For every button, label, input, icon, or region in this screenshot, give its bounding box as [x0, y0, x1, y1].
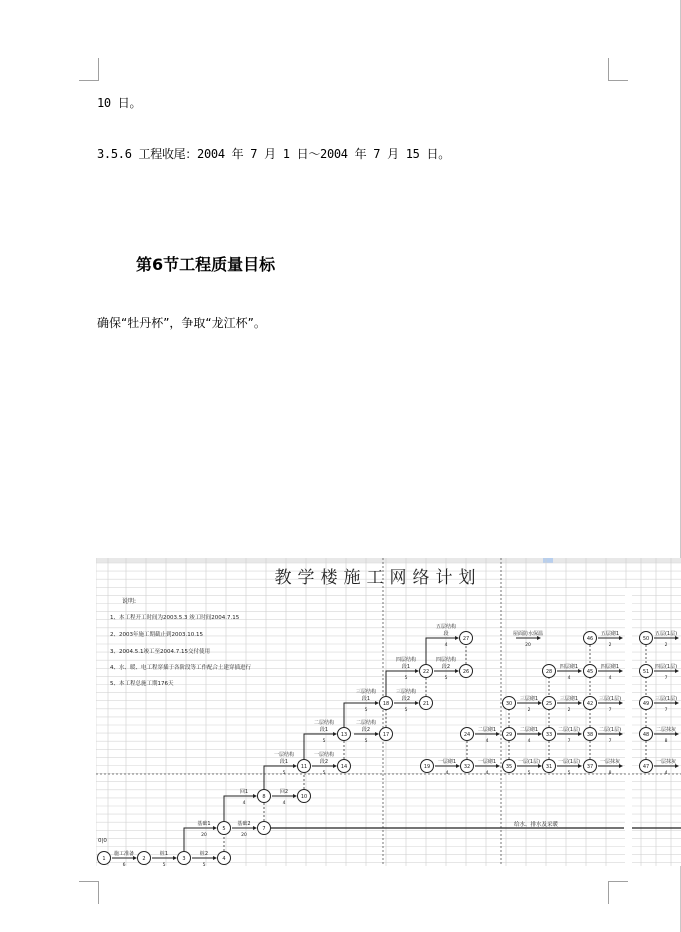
- svg-text:二层砌1: 二层砌1: [519, 727, 539, 733]
- svg-text:二层(1层): 二层(1层): [557, 727, 581, 733]
- svg-text:5: 5: [202, 863, 206, 866]
- svg-text:7: 7: [664, 676, 668, 681]
- svg-text:7: 7: [262, 826, 266, 832]
- svg-text:20: 20: [241, 833, 247, 838]
- svg-text:7: 7: [608, 708, 612, 713]
- svg-text:二层结构: 二层结构: [355, 720, 377, 726]
- svg-text:2: 2: [142, 856, 146, 862]
- svg-text:5: 5: [567, 771, 571, 776]
- svg-text:48: 48: [642, 732, 650, 738]
- svg-text:47: 47: [642, 764, 650, 770]
- svg-text:20: 20: [525, 643, 531, 648]
- svg-text:一层(1层): 一层(1层): [557, 759, 581, 765]
- svg-text:29: 29: [505, 732, 513, 738]
- svg-text:27: 27: [462, 636, 470, 642]
- svg-text:49: 49: [642, 701, 650, 707]
- svg-text:21: 21: [422, 701, 430, 707]
- svg-text:二层(1层): 二层(1层): [598, 727, 622, 733]
- quality-goal-paragraph: 确保“牡丹杯”，争取“龙江杯”。: [97, 316, 266, 330]
- svg-text:三层(1层): 三层(1层): [598, 696, 622, 702]
- svg-text:22: 22: [422, 669, 430, 675]
- crop-mark-bottom-right: [608, 881, 628, 904]
- svg-text:四层结构: 四层结构: [435, 657, 457, 663]
- svg-text:4: 4: [445, 771, 449, 776]
- svg-text:5: 5: [222, 826, 226, 832]
- note-3: 3、2004.5.1竣工至2004.7.15交付使用: [110, 649, 210, 655]
- crop-mark-top-left: [79, 58, 99, 81]
- svg-text:33: 33: [545, 732, 553, 738]
- bottom-line-label: 给水、排水及采暖: [513, 822, 559, 828]
- svg-text:7: 7: [664, 708, 668, 713]
- svg-text:2: 2: [664, 643, 668, 648]
- svg-text:4: 4: [485, 771, 489, 776]
- svg-text:42: 42: [586, 701, 594, 707]
- crop-mark-top-right: [608, 58, 628, 81]
- crop-mark-bottom-left: [79, 881, 99, 904]
- svg-text:基础1: 基础1: [197, 821, 211, 827]
- svg-text:二层砌1: 二层砌1: [477, 727, 497, 733]
- svg-text:四层结构: 四层结构: [395, 657, 417, 663]
- note-1: 1、本工程开工时间为2003.5.3 竣工时间2004.7.15: [110, 615, 240, 621]
- svg-text:段2: 段2: [361, 727, 371, 733]
- svg-text:5: 5: [322, 771, 326, 776]
- svg-text:8: 8: [262, 794, 266, 800]
- svg-text:19: 19: [423, 764, 431, 770]
- svg-text:桩2: 桩2: [199, 851, 209, 857]
- svg-text:屋面防水保温: 屋面防水保温: [512, 631, 544, 637]
- svg-text:5: 5: [364, 739, 368, 744]
- svg-text:三层砌1: 三层砌1: [519, 696, 539, 702]
- notes-heading: 说明:: [122, 598, 137, 605]
- svg-text:31: 31: [545, 764, 553, 770]
- text-line-2: 3.5.6 工程收尾：2004 年 7 月 1 日～2004 年 7 月 15 日。: [97, 147, 450, 161]
- text-line-1: 10 日。: [97, 96, 142, 110]
- svg-text:17: 17: [382, 732, 390, 738]
- svg-text:三层砌1: 三层砌1: [559, 696, 579, 702]
- svg-text:回2: 回2: [279, 789, 289, 795]
- svg-text:2: 2: [527, 708, 531, 713]
- svg-text:37: 37: [586, 764, 594, 770]
- svg-text:1: 1: [102, 856, 106, 862]
- note-2: 2、2003年施工期截止到2003.10.15: [110, 632, 203, 638]
- svg-text:一层抹灰: 一层抹灰: [599, 759, 621, 765]
- svg-text:10: 10: [300, 794, 308, 800]
- svg-text:51: 51: [642, 669, 650, 675]
- svg-text:25: 25: [545, 701, 553, 707]
- svg-text:段1: 段1: [319, 727, 329, 733]
- svg-text:5: 5: [162, 863, 166, 866]
- network-plan-figure: [96, 558, 681, 866]
- svg-text:18: 18: [382, 701, 390, 707]
- activity-labels: [114, 623, 677, 866]
- svg-text:段1: 段1: [361, 696, 371, 702]
- svg-text:4: 4: [664, 771, 668, 776]
- svg-text:38: 38: [586, 732, 594, 738]
- svg-text:5: 5: [444, 676, 448, 681]
- svg-text:回1: 回1: [239, 789, 249, 795]
- svg-text:26: 26: [462, 669, 470, 675]
- svg-text:段2: 段2: [319, 759, 329, 765]
- svg-text:5: 5: [322, 739, 326, 744]
- svg-text:46: 46: [586, 636, 594, 642]
- svg-text:五层(1层): 五层(1层): [654, 631, 678, 637]
- svg-text:段1: 段1: [279, 759, 289, 765]
- svg-text:4: 4: [608, 676, 612, 681]
- svg-text:32: 32: [463, 764, 471, 770]
- svg-text:11: 11: [300, 764, 308, 770]
- svg-text:4: 4: [444, 643, 448, 648]
- svg-text:4: 4: [527, 739, 531, 744]
- svg-text:一层砌1: 一层砌1: [477, 759, 497, 765]
- svg-text:8: 8: [664, 739, 668, 744]
- network-diagram: [96, 558, 681, 866]
- svg-text:5: 5: [527, 771, 531, 776]
- svg-text:段1: 段1: [401, 664, 411, 670]
- svg-text:8: 8: [608, 771, 612, 776]
- svg-text:5: 5: [282, 771, 286, 776]
- svg-text:四层砌1: 四层砌1: [600, 664, 620, 670]
- svg-text:一层砌1: 一层砌1: [437, 759, 457, 765]
- svg-text:4: 4: [242, 801, 246, 806]
- svg-text:桩1: 桩1: [159, 851, 169, 857]
- svg-text:基础2: 基础2: [237, 821, 251, 827]
- svg-text:4: 4: [222, 856, 226, 862]
- svg-text:4: 4: [567, 676, 571, 681]
- svg-text:28: 28: [545, 669, 553, 675]
- svg-text:四层(1层): 四层(1层): [654, 664, 678, 670]
- note-4: 4、水、暖、电工程穿插于各阶段等工作配合土建穿插进行: [110, 665, 252, 671]
- svg-text:5: 5: [404, 676, 408, 681]
- svg-text:50: 50: [642, 636, 650, 642]
- svg-text:6: 6: [122, 863, 126, 866]
- svg-text:3: 3: [182, 856, 186, 862]
- svg-text:段2: 段2: [441, 664, 451, 670]
- svg-text:5: 5: [364, 708, 368, 713]
- svg-text:段2: 段2: [401, 696, 411, 702]
- svg-text:一层结构: 一层结构: [313, 752, 335, 758]
- svg-text:35: 35: [505, 764, 513, 770]
- svg-text:一层抹灰: 一层抹灰: [655, 759, 677, 765]
- scale-label: 0|0: [98, 838, 107, 844]
- svg-text:2: 2: [608, 643, 612, 648]
- svg-text:五层结构: 五层结构: [435, 624, 457, 630]
- svg-text:13: 13: [340, 732, 348, 738]
- svg-text:三层(1层): 三层(1层): [654, 696, 678, 702]
- svg-text:30: 30: [505, 701, 513, 707]
- svg-text:二层抹灰: 二层抹灰: [655, 727, 677, 733]
- svg-text:施工准备: 施工准备: [113, 851, 135, 857]
- svg-text:四层砌1: 四层砌1: [559, 664, 579, 670]
- svg-text:4: 4: [282, 801, 286, 806]
- spreadsheet-grid: [96, 558, 681, 866]
- svg-text:7: 7: [567, 739, 571, 744]
- svg-text:三层结构: 三层结构: [355, 689, 377, 695]
- svg-text:一层(1层): 一层(1层): [517, 759, 541, 765]
- svg-text:24: 24: [463, 732, 471, 738]
- svg-text:14: 14: [340, 764, 348, 770]
- svg-text:三层结构: 三层结构: [395, 689, 417, 695]
- svg-text:一层结构: 一层结构: [273, 752, 295, 758]
- svg-text:二层结构: 二层结构: [313, 720, 335, 726]
- svg-text:20: 20: [201, 833, 207, 838]
- svg-text:4: 4: [485, 739, 489, 744]
- figure-title: 教学楼施工网络计划: [274, 568, 482, 588]
- svg-text:45: 45: [586, 669, 594, 675]
- svg-text:7: 7: [608, 739, 612, 744]
- svg-text:5: 5: [404, 708, 408, 713]
- section-heading: 第6节工程质量目标: [136, 255, 276, 274]
- note-5: 5、本工程总施工期176天: [110, 681, 174, 687]
- svg-text:五层砌1: 五层砌1: [600, 631, 620, 637]
- svg-text:段: 段: [443, 631, 449, 637]
- svg-text:2: 2: [567, 708, 571, 713]
